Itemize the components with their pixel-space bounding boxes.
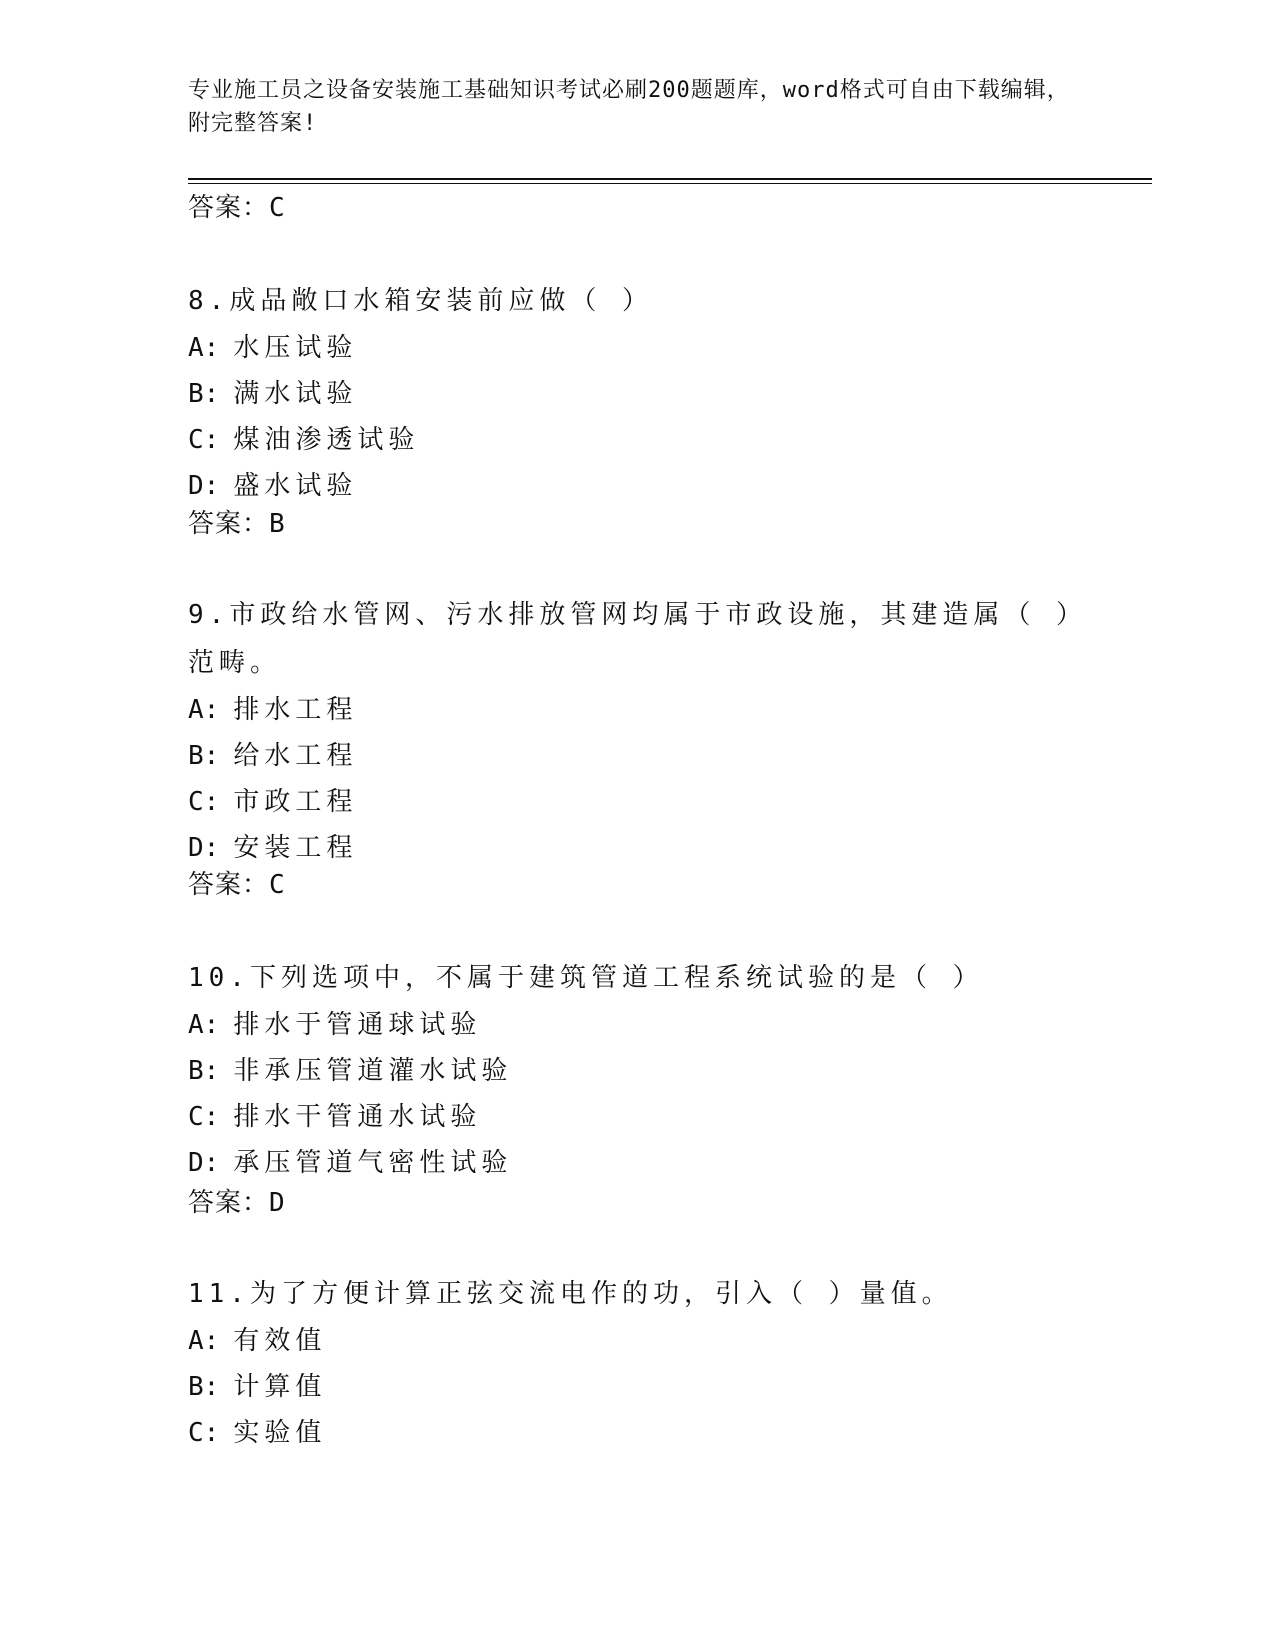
answer-line-8 — [188, 507, 286, 541]
option-a: A: 排水于管通球试验 — [188, 1010, 482, 1040]
option-d: D: 盛水试验 — [188, 471, 358, 501]
option-c: C: 煤油渗透试验 — [188, 425, 420, 455]
option-b: B: 给水工程 — [188, 741, 358, 771]
question-stem: 为了方便计算正弦交流电作的功，引入（ ）量值。 — [249, 1279, 953, 1309]
page-header — [188, 74, 1078, 140]
option-a: A: 排水工程 — [188, 695, 358, 725]
header-title: 专业施工员之设备安装施工基础知识考试必刷200题题库，word格式可自由下载编辑，附完整答案! — [188, 78, 1070, 136]
header-divider-thin — [188, 183, 1152, 184]
question-text — [188, 591, 1088, 687]
question-11 — [188, 1270, 1088, 1456]
option-a: A: 水压试验 — [188, 333, 358, 363]
question-text — [188, 1270, 1088, 1318]
option-b: B: 非承压管道灌水试验 — [188, 1056, 513, 1086]
answer-line-10 — [188, 1186, 286, 1220]
option-d: D: 承压管道气密性试验 — [188, 1148, 513, 1178]
answer-line-9 — [188, 868, 286, 902]
question-9 — [188, 591, 1088, 871]
answer-label: 答案： — [188, 193, 270, 223]
option-d: D: 安装工程 — [188, 833, 358, 863]
question-stem: 市政给水管网、污水排放管网均属于市政设施，其建造属（ ）范畴。 — [188, 600, 1087, 678]
option-b: B: 计算值 — [188, 1372, 327, 1402]
answer-value: D — [269, 1188, 286, 1218]
question-text — [188, 277, 1088, 325]
question-number: 10. — [188, 963, 250, 993]
question-number: 9. — [188, 600, 230, 630]
answer-value: C — [269, 193, 286, 223]
answer-label: 答案： — [188, 1188, 270, 1218]
option-c: C: 市政工程 — [188, 787, 358, 817]
question-text — [188, 954, 1088, 1002]
header-divider — [188, 178, 1152, 180]
question-stem: 下列选项中，不属于建筑管道工程系统试验的是（ ） — [249, 963, 984, 993]
option-c: C: 实验值 — [188, 1418, 327, 1448]
question-number: 8. — [188, 286, 230, 316]
question-10 — [188, 954, 1088, 1186]
option-b: B: 满水试验 — [188, 379, 358, 409]
answer-value: B — [269, 509, 286, 539]
answer-line-prev — [188, 191, 286, 225]
question-stem: 成品敞口水箱安装前应做（ ） — [229, 286, 653, 316]
answer-label: 答案： — [188, 509, 270, 539]
answer-label: 答案： — [188, 870, 270, 900]
option-c: C: 排水干管通水试验 — [188, 1102, 482, 1132]
answer-value: C — [269, 870, 286, 900]
question-8 — [188, 277, 1088, 509]
option-a: A: 有效值 — [188, 1326, 327, 1356]
question-number: 11. — [188, 1279, 250, 1309]
